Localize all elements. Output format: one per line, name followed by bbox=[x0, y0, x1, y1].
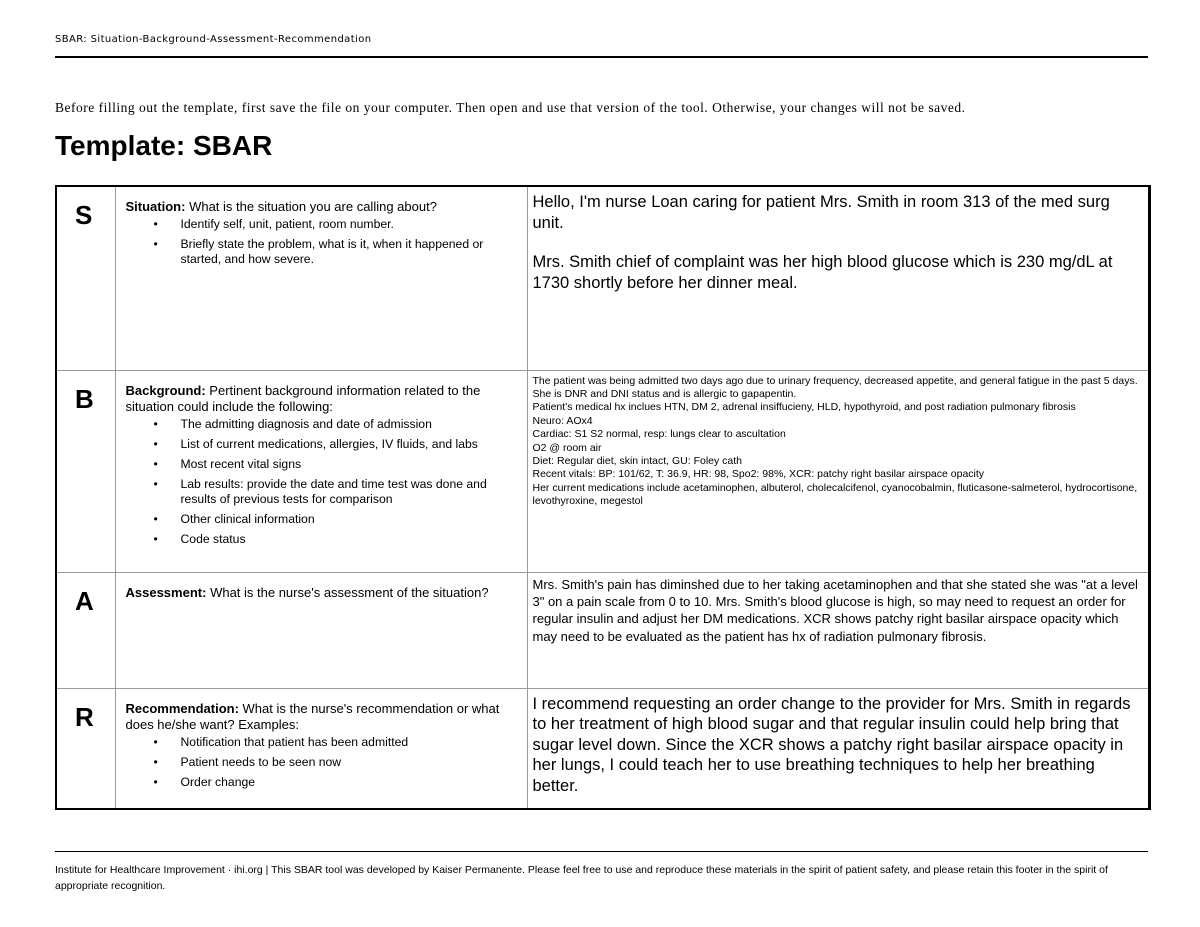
recommendation-row bbox=[56, 688, 1149, 809]
sbar-table bbox=[55, 185, 1151, 810]
recommendation-prompt bbox=[115, 688, 527, 809]
prompt-title: Recommendation: bbox=[125, 700, 239, 716]
footer-divider bbox=[55, 851, 1148, 852]
situation-response[interactable] bbox=[527, 186, 1149, 370]
response-paragraph: Hello, I'm nurse Loan caring for patient Mrs. Smith in room 313 of the med surg unit. bbox=[532, 193, 1110, 232]
bullet-item: • Patient needs to be seen now bbox=[126, 755, 519, 770]
bullet-item: • Other clinical information bbox=[126, 512, 519, 527]
assessment-response[interactable] bbox=[527, 572, 1149, 688]
response-line: O2 @ room air bbox=[532, 441, 602, 454]
response-line: Diet: Regular diet, skin intact, GU: Foley cath bbox=[532, 454, 743, 467]
response-line: The patient was being admitted two days ago due to urinary frequency, decreased appetite, and general fatigue in the past 5 days. She is DNR and DNI status and is allergic to gapapentin. bbox=[532, 374, 1138, 400]
bullet-item: • List of current medications, allergies, IV fluids, and labs bbox=[126, 437, 519, 452]
response-paragraph: Mrs. Smith chief of complaint was her high blood glucose which is 230 mg/dL at 1730 shortly before her dinner meal. bbox=[532, 253, 1113, 292]
footer-text: Institute for Healthcare Improvement · ihi.org | This SBAR tool was developed by Kaiser Permanente. Please feel free to use and reproduce these materials in the spirit of patient safety, and please retain this footer in the spirit of appropriate recognition. bbox=[55, 864, 1108, 892]
prompt-text: What is the situation you are calling about? bbox=[189, 199, 437, 214]
situation-prompt bbox=[115, 186, 527, 370]
assessment-prompt bbox=[115, 572, 527, 688]
section-letter-r: R bbox=[75, 701, 94, 732]
section-letter-s: S bbox=[75, 200, 93, 230]
bullet-item: • Briefly state the problem, what is it, when it happened or started, and how severe. bbox=[126, 237, 519, 267]
bullet-item: • Most recent vital signs bbox=[126, 457, 519, 472]
response-line: Cardiac: S1 S2 normal, resp: lungs clear to ascultation bbox=[532, 428, 786, 441]
response-line: Neuro: AOx4 bbox=[532, 414, 593, 427]
response-line: Patient's medical hx inclues HTN, DM 2, adrenal insiffucieny, HLD, hypothyroid, and post radiation pulmonary fibrosis bbox=[532, 401, 1076, 414]
prompt-text: Pertinent background information related to the situation could include the following: bbox=[125, 382, 481, 414]
bullet-item: • Notification that patient has been admitted bbox=[126, 735, 519, 750]
recommendation-response[interactable] bbox=[527, 688, 1149, 809]
section-letter-a: A bbox=[75, 585, 94, 616]
prompt-title: Assessment: bbox=[125, 584, 207, 600]
response-paragraph: Mrs. Smith's pain has diminshed due to her taking acetaminophen and that she stated she was "at a level 3" on a pain scale from 0 to 10. Mrs. Smith's blood glucose is high, so may need to request an order for regular insulin and adjust her DM medications. XCR shows patchy right basilar airspace opacity which may need to be evaluated as the patient has hx of radiation pulmonary fibrosis. bbox=[532, 576, 1138, 644]
bullet-item: • Order change bbox=[126, 775, 519, 790]
section-letter-b: B bbox=[75, 383, 94, 414]
prompt-title: Background: bbox=[125, 382, 206, 398]
bullet-item: • Identify self, unit, patient, room number. bbox=[126, 217, 519, 232]
bullet-item: • Code status bbox=[126, 532, 519, 547]
prompt-bullet-list bbox=[126, 217, 519, 267]
page-title: Template: SBAR bbox=[55, 130, 273, 161]
assessment-row bbox=[56, 572, 1149, 688]
background-row bbox=[56, 370, 1149, 572]
prompt-title: Situation: bbox=[125, 199, 186, 214]
bullet-item: • Lab results: provide the date and time test was done and results of previous tests for comparison bbox=[126, 477, 519, 507]
background-response[interactable] bbox=[527, 370, 1149, 572]
instruction-text: Before filling out the template, first save the file on your computer. Then open and use that version of the tool. Otherwise, your changes will not be saved. bbox=[55, 100, 966, 115]
situation-row bbox=[56, 186, 1149, 370]
response-line: Recent vitals: BP: 101/62, T: 36.9, HR: 98, Spo2: 98%, XCR: patchy right basilar airspace opacity bbox=[532, 468, 985, 481]
document-header: SBAR: Situation-Background-Assessment-Recommendation bbox=[55, 34, 372, 45]
background-prompt bbox=[115, 370, 527, 572]
prompt-text: What is the nurse's recommendation or what does he/she want? Examples: bbox=[125, 700, 500, 732]
prompt-text: What is the nurse's assessment of the situation? bbox=[210, 584, 489, 600]
prompt-bullet-list bbox=[126, 735, 519, 790]
prompt-bullet-list bbox=[126, 417, 519, 547]
bullet-item: • The admitting diagnosis and date of admission bbox=[126, 417, 519, 432]
response-line: Her current medications include acetaminophen, albuterol, cholecalcifenol, cyanocobalmin, fluticasone-salmeterol, hydrocortisone, levothyroxine, megestol bbox=[532, 481, 1138, 508]
response-paragraph: I recommend requesting an order change to the provider for Mrs. Smith in regards to her treatment of high blood sugar and that regular insulin could help bring that sugar level down. Since the XCR shows a patchy right basilar airspace opacity in her lungs, I could teach her to use breathing techniques to help her breathing better. bbox=[532, 694, 1131, 795]
header-divider bbox=[55, 56, 1148, 58]
